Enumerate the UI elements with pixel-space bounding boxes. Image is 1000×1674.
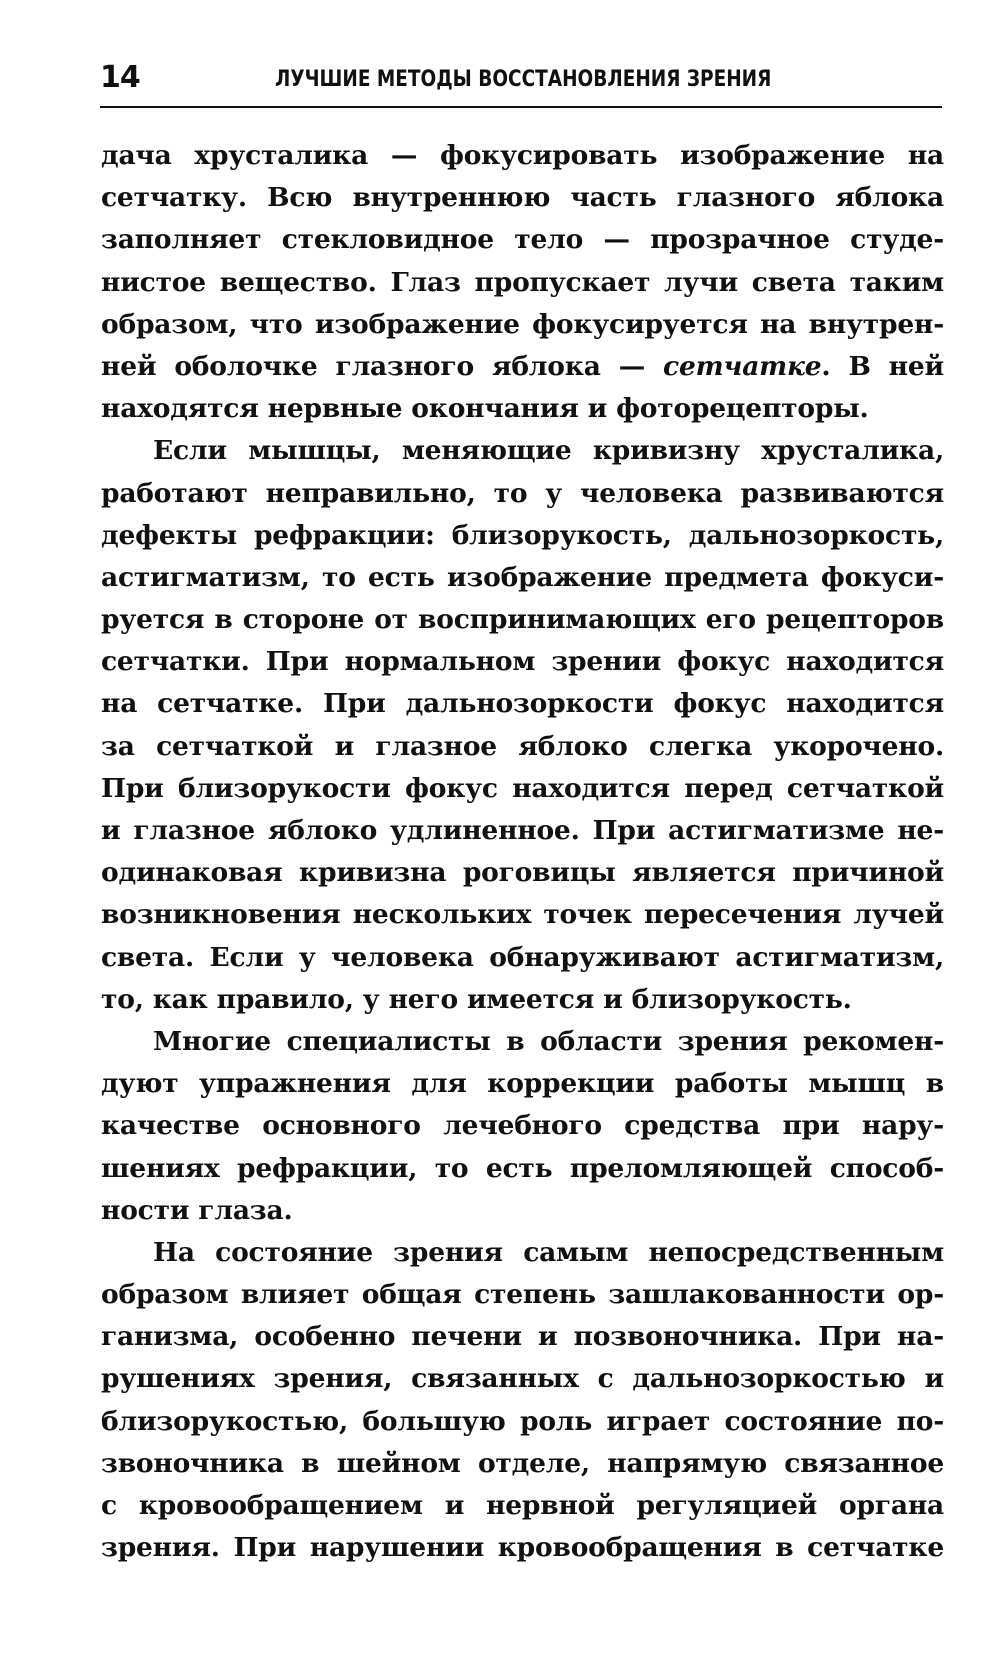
text-line: возникновения нескольких точек пересечения лучей	[101, 899, 944, 931]
text-line: Многие специалисты в области зрения рекомен-	[153, 1025, 944, 1057]
text-line: заполняет стекловидное тело — прозрачное студе-	[101, 224, 944, 256]
emphasized-term: сетчатке	[663, 350, 822, 382]
text-line: с кровообращением и нервной регуляцией органа	[101, 1490, 944, 1521]
text-line: астигматизм, то есть изображение предмета фокуси-	[101, 561, 944, 593]
book-title: ЛУЧШИЕ МЕТОДЫ ВОССТАНОВЛЕНИЯ ЗРЕНИЯ	[275, 67, 772, 92]
text-line: руется в стороне от воспринимающих его рецепторов	[101, 604, 944, 636]
text-line: образом, что изображение фокусируется на внутрен-	[101, 308, 944, 340]
body-text	[101, 135, 944, 1569]
text-line: дача хрусталика — фокусировать изображение на	[101, 140, 944, 171]
text-line: шениях рефракции, то есть преломляющей способ-	[101, 1152, 944, 1184]
text-line: рушениях зрения, связанных с дальнозоркостью и	[101, 1363, 944, 1395]
header-rule	[100, 106, 942, 108]
text-line: дефекты рефракции: близорукость, дальнозоркость,	[101, 519, 944, 551]
text-line: образом влияет общая степень зашлакованности ор-	[101, 1279, 944, 1311]
text-line: одинаковая кривизна роговицы является причиной	[101, 857, 944, 889]
text-line: ганизма, особенно печени и позвоночника. При на-	[101, 1321, 944, 1353]
text-line: При близорукости фокус находится перед сетчаткой	[101, 772, 944, 804]
text-line: света. Если у человека обнаруживают астигматизм,	[101, 941, 944, 973]
text-line	[101, 346, 944, 388]
text-line: на сетчатке. При дальнозоркости фокус находится	[101, 688, 944, 720]
text-line: звоночника в шейном отделе, напрямую связанное	[101, 1447, 944, 1479]
text-line: нистое вещество. Глаз пропускает лучи света таким	[101, 266, 944, 298]
text-line: и глазное яблоко удлиненное. При астигматизме не-	[101, 815, 944, 846]
text-line: сетчатку. Всю внутреннюю часть глазного яблока	[101, 182, 944, 214]
text-line: находятся нервные окончания и фоторецепторы.	[101, 393, 869, 425]
text-line: Если мышцы, меняющие кривизну хрусталика,	[153, 435, 944, 467]
running-head	[100, 52, 942, 112]
text-line: зрения. При нарушении кровообращения в сетчатке	[101, 1532, 944, 1564]
text-line: сетчатки. При нормальном зрении фокус находится	[101, 646, 944, 678]
text-segment: ней оболочке глазного яблока —	[101, 350, 664, 382]
page-number: 14	[100, 60, 140, 95]
text-line: работают неправильно, то у человека развиваются	[101, 477, 944, 509]
text-segment: . В ней	[821, 350, 944, 382]
text-line: качестве основного лечебного средства при нару-	[101, 1110, 944, 1142]
text-line: то, как правило, у него имеется и близорукость.	[101, 983, 852, 1015]
text-line: ности глаза.	[101, 1194, 293, 1226]
text-line: за сетчаткой и глазное яблоко слегка укорочено.	[101, 730, 944, 762]
text-line: близорукостью, большую роль играет состояние по-	[101, 1405, 944, 1437]
text-line: На состояние зрения самым непосредственным	[153, 1236, 944, 1268]
text-line: дуют упражнения для коррекции работы мышц в	[101, 1068, 944, 1100]
